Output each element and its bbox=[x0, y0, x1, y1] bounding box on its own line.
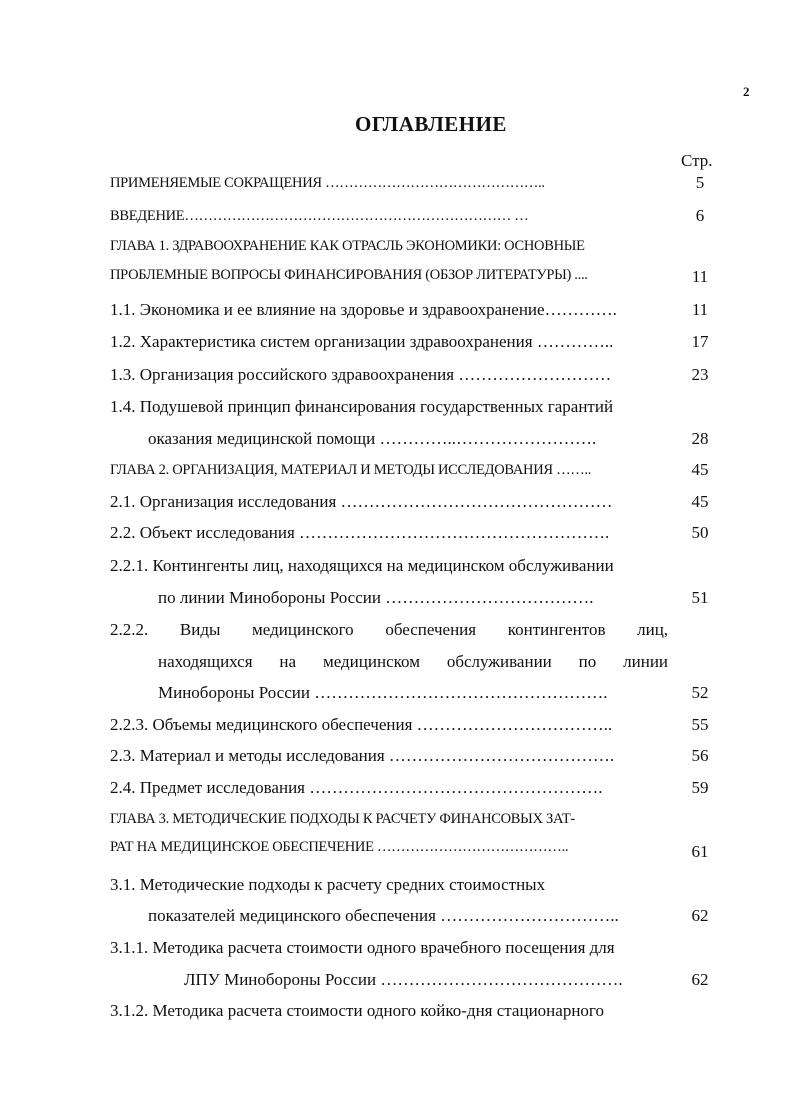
toc-page-number: 62 bbox=[691, 970, 709, 989]
toc-page-number: 23 bbox=[691, 365, 709, 384]
toc-page-number: 11 bbox=[691, 300, 709, 319]
toc-entry-2-2: 2.2. Объект исследования ………………………………………………. bbox=[110, 523, 610, 542]
toc-entry-1-3: 1.3. Организация российского здравоохранения ……………………… bbox=[110, 365, 612, 384]
toc-page-number: 51 bbox=[691, 588, 709, 607]
toc-entry-2-3: 2.3. Материал и методы исследования …………………………………. bbox=[110, 746, 615, 765]
word: Виды bbox=[179, 620, 221, 639]
word: контингентов bbox=[507, 620, 606, 639]
toc-entry-3-1-cont: показателей медицинского обеспечения ………………………….. bbox=[148, 906, 619, 925]
toc-entry-chapter-1-cont: ПРОБЛЕМНЫЕ ВОПРОСЫ ФИНАНСИРОВАНИЯ (ОБЗОР ЛИТЕРАТУРЫ) .... bbox=[110, 267, 588, 283]
word: на bbox=[279, 652, 297, 671]
word: обеспечения bbox=[385, 620, 477, 639]
toc-page-number: 62 bbox=[691, 906, 709, 925]
toc-page-number: 59 bbox=[691, 778, 709, 797]
toc-entry-2-2-2-cont2: Минобороны России ……………………………………………. bbox=[158, 683, 608, 702]
toc-entry-chapter-3: ГЛАВА 3. МЕТОДИЧЕСКИЕ ПОДХОДЫ К РАСЧЕТУ ФИНАНСОВЫХ ЗАТ- bbox=[110, 811, 575, 827]
word: лиц, bbox=[637, 620, 669, 639]
toc-entry-chapter-1: ГЛАВА 1. ЗДРАВООХРАНЕНИЕ КАК ОТРАСЛЬ ЭКОНОМИКИ: ОСНОВНЫЕ bbox=[110, 238, 585, 254]
toc-page-number: 45 bbox=[691, 492, 709, 511]
word: медицинском bbox=[322, 652, 420, 671]
word: линии bbox=[623, 652, 669, 671]
toc-page-number: 11 bbox=[691, 267, 709, 286]
toc-entry-abbreviations: ПРИМЕНЯЕМЫЕ СОКРАЩЕНИЯ ……………………………………….. bbox=[110, 175, 545, 191]
word: обслуживании bbox=[446, 652, 552, 671]
toc-entry-3-1-2: 3.1.2. Методика расчета стоимости одного койко-дня стационарного bbox=[110, 1001, 604, 1020]
toc-entry-3-1-1-cont: ЛПУ Минобороны России ……………………………………. bbox=[184, 970, 623, 989]
toc-entry-2-4: 2.4. Предмет исследования ……………………………………………. bbox=[110, 778, 603, 797]
toc-entry-2-1: 2.1. Организация исследования ………………………………………… bbox=[110, 492, 613, 511]
toc-page-number: 52 bbox=[691, 683, 709, 702]
toc-entry-1-1: 1.1. Экономика и ее влияние на здоровье и здравоохранение…………. bbox=[110, 300, 617, 319]
toc-page-number: 50 bbox=[691, 523, 709, 542]
word: медицинского bbox=[252, 620, 354, 639]
toc-entry-2-2-2 bbox=[110, 620, 668, 640]
word: по bbox=[578, 652, 597, 671]
toc-entry-2-2-2-cont bbox=[158, 652, 668, 672]
word: находящихся bbox=[158, 652, 253, 671]
toc-page-number: 5 bbox=[695, 173, 705, 192]
toc-page-number: 56 bbox=[691, 746, 709, 765]
toc-entry-2-2-1: 2.2.1. Контингенты лиц, находящихся на медицинском обслуживании bbox=[110, 556, 614, 575]
toc-entry-chapter-2: ГЛАВА 2. ОРГАНИЗАЦИЯ, МАТЕРИАЛ И МЕТОДЫ ИССЛЕДОВАНИЯ …….. bbox=[110, 462, 592, 478]
toc-page-number: 28 bbox=[691, 429, 709, 448]
toc-entry-2-2-3: 2.2.3. Объемы медицинского обеспечения …………………………….. bbox=[110, 715, 613, 734]
toc-page-number: 55 bbox=[691, 715, 709, 734]
page-title: ОГЛАВЛЕНИЕ bbox=[355, 112, 507, 136]
toc-page-number: 17 bbox=[691, 332, 709, 351]
toc-entry-3-1: 3.1. Методические подходы к расчету средних стоимостных bbox=[110, 875, 546, 894]
page-column-header: Стр. bbox=[681, 151, 713, 170]
word: 2.2.2. bbox=[110, 620, 149, 639]
toc-entry-3-1-1: 3.1.1. Методика расчета стоимости одного врачебного посещения для bbox=[110, 938, 615, 957]
toc-entry-introduction: ВВЕДЕНИЕ…………………………………………………………… … bbox=[110, 208, 529, 224]
toc-entry-1-4-cont: оказания медицинской помощи …………..……………………. bbox=[148, 429, 597, 448]
page-number: 2 bbox=[743, 84, 750, 99]
toc-entry-1-2: 1.2. Характеристика систем организации здравоохранения ………….. bbox=[110, 332, 614, 351]
toc-page-number: 6 bbox=[695, 206, 705, 225]
toc-entry-2-2-1-cont: по линии Минобороны России ………………………………. bbox=[158, 588, 594, 607]
toc-page-number: 61 bbox=[691, 842, 709, 861]
toc-page-number: 45 bbox=[691, 460, 709, 479]
toc-entry-1-4: 1.4. Подушевой принцип финансирования государственных гарантий bbox=[110, 397, 614, 416]
toc-entry-chapter-3-cont: РАТ НА МЕДИЦИНСКОЕ ОБЕСПЕЧЕНИЕ ………………………………….. bbox=[110, 839, 569, 855]
